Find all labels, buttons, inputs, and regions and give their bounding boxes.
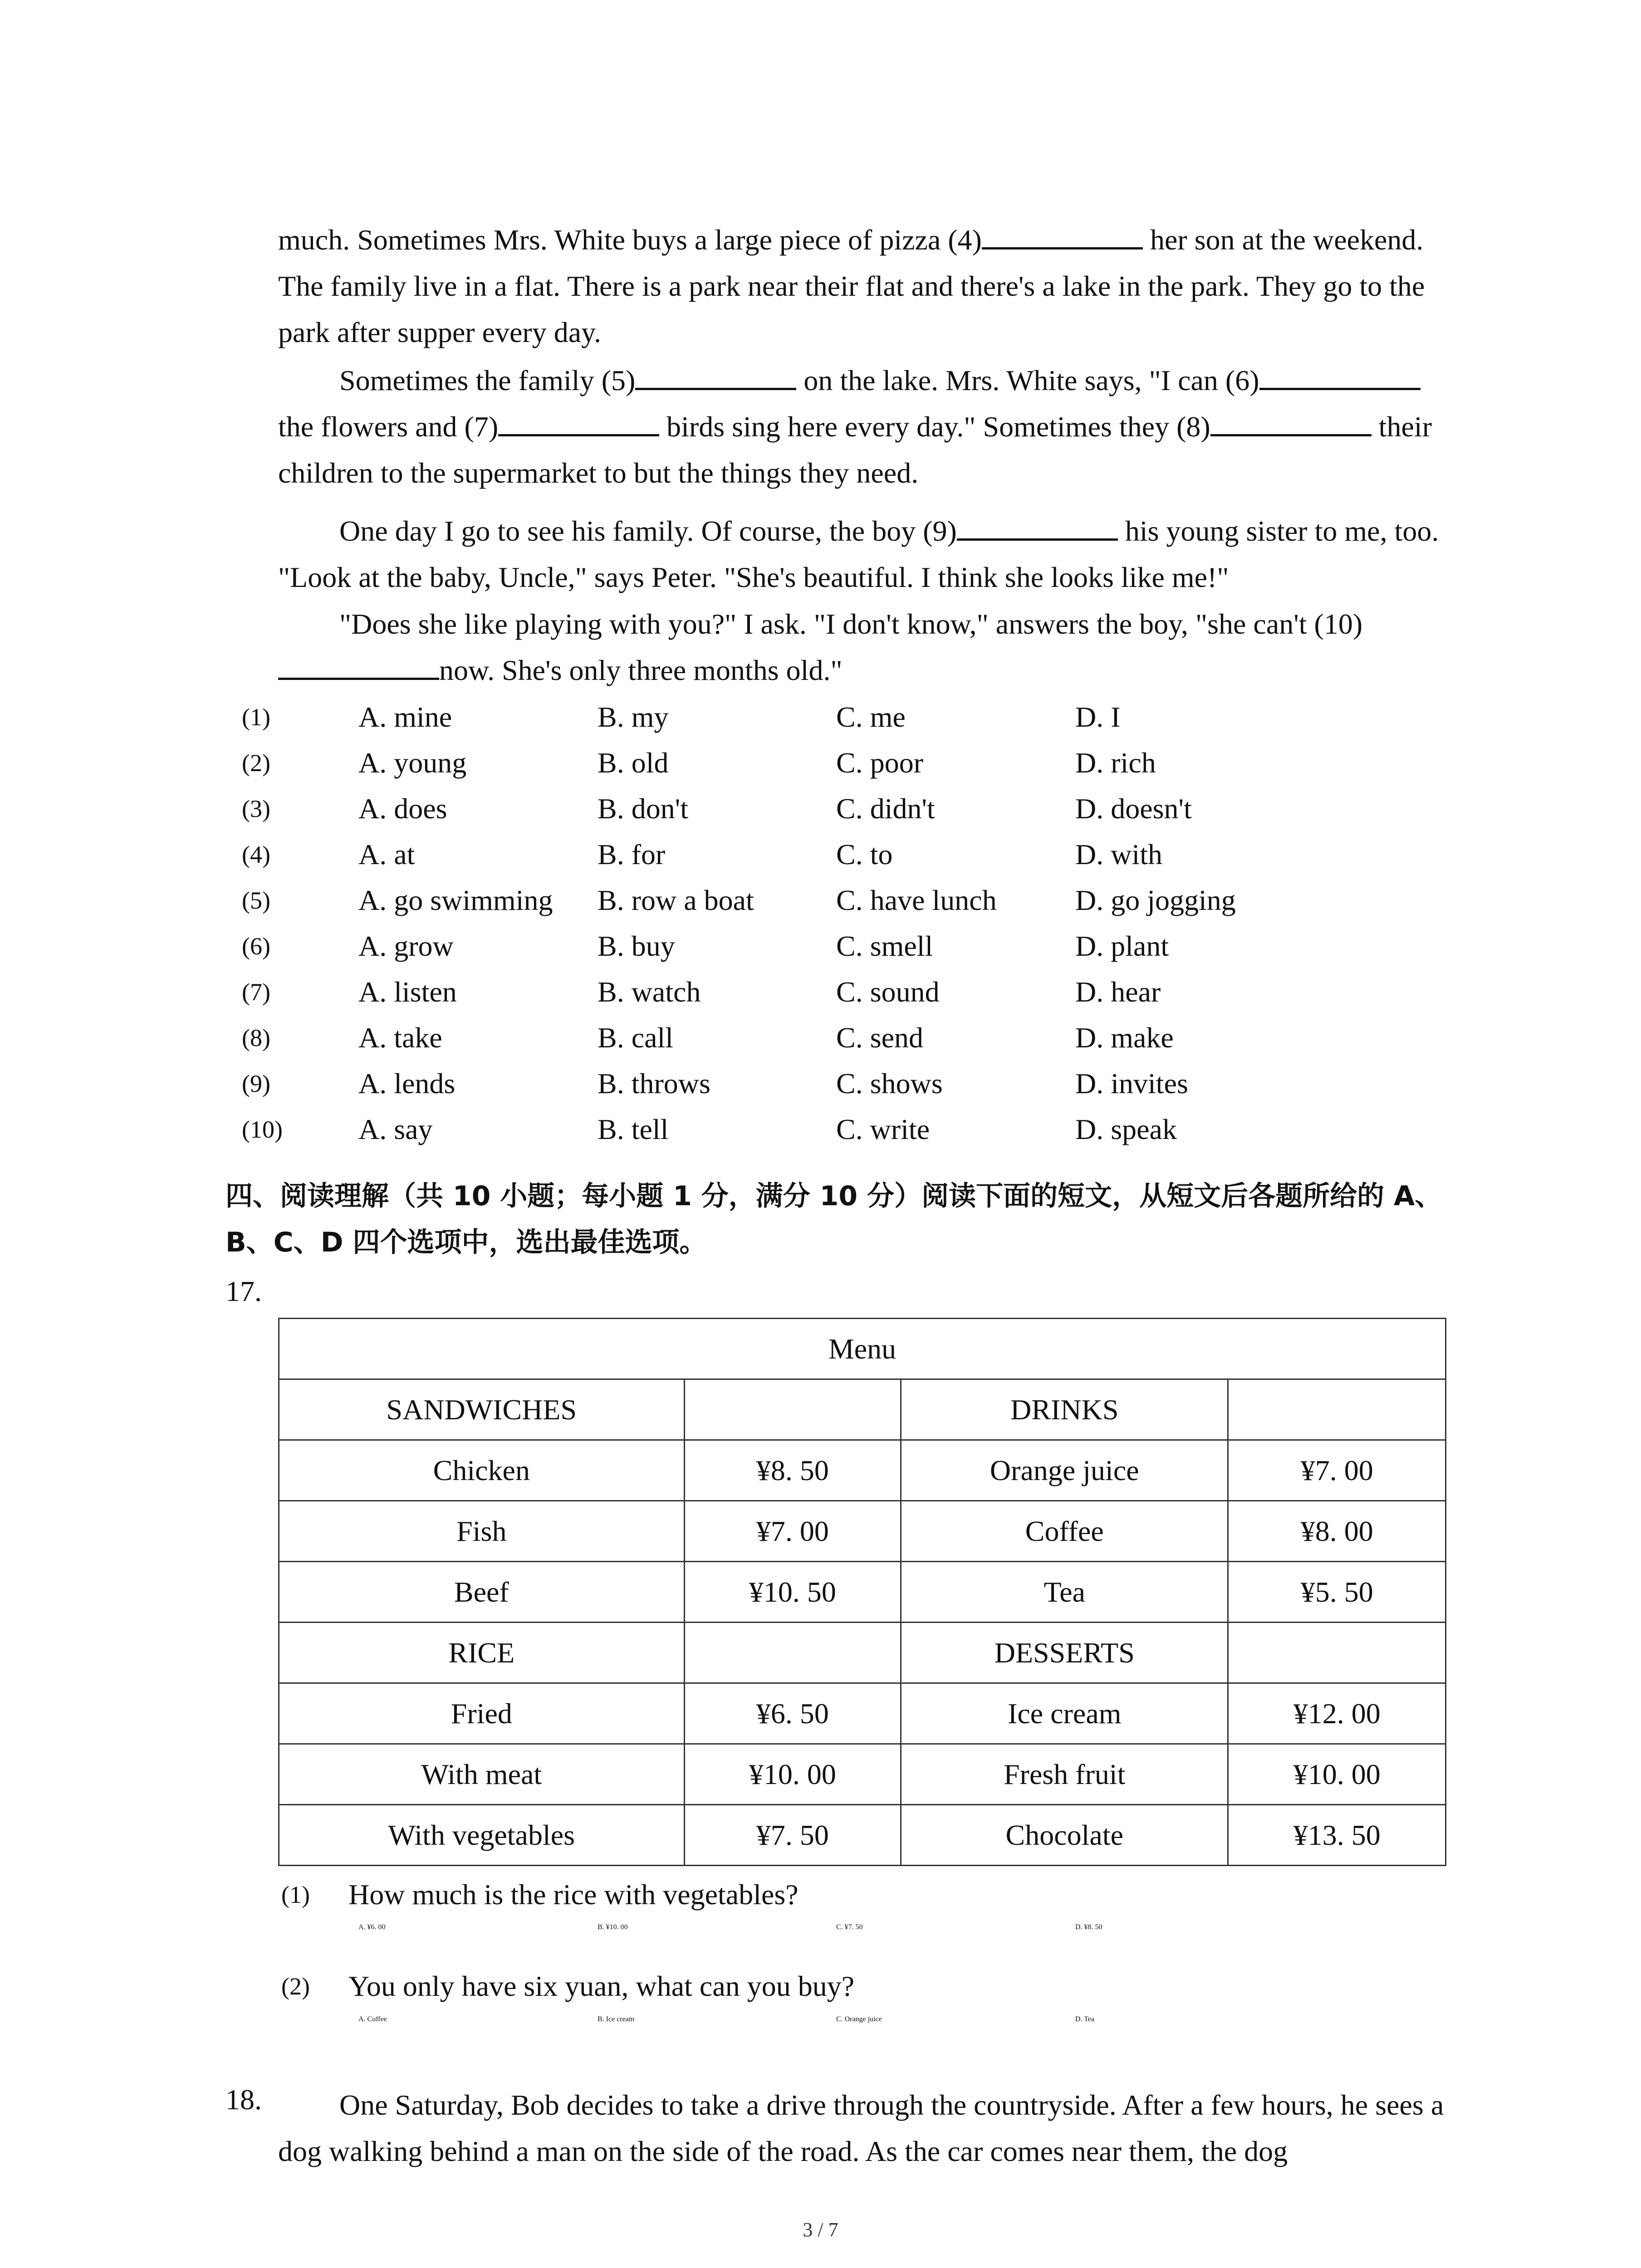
menu-cell: Fish: [279, 1501, 685, 1562]
option-a[interactable]: A. listen: [358, 976, 457, 1008]
blank-10: [278, 651, 439, 680]
menu-cell: Ice cream: [901, 1683, 1228, 1744]
menu-title: Menu: [279, 1319, 1446, 1379]
option-number: (5): [242, 887, 270, 914]
passage-paragraph-1: [278, 217, 1444, 356]
option-number: (8): [242, 1024, 270, 1051]
option-b[interactable]: B. row a boat: [598, 884, 754, 916]
menu-cell: DESSERTS: [901, 1623, 1228, 1683]
menu-cell: ¥12. 00: [1228, 1683, 1446, 1744]
option-d[interactable]: D. doesn't: [1075, 792, 1192, 825]
sub-question-text: You only have six yuan, what can you buy?: [348, 1970, 855, 2002]
option-c[interactable]: C. poor: [836, 747, 923, 779]
option-c[interactable]: C. ¥7. 50: [836, 1923, 863, 1931]
menu-cell: ¥7. 00: [1228, 1440, 1446, 1501]
option-row: [0, 884, 1641, 929]
menu-cell: Chicken: [279, 1440, 685, 1501]
option-c[interactable]: C. didn't: [836, 792, 935, 825]
option-d[interactable]: D. make: [1075, 1022, 1174, 1054]
option-a[interactable]: A. take: [358, 1022, 442, 1054]
option-c[interactable]: C. send: [836, 1022, 923, 1054]
option-row: [0, 1067, 1641, 1113]
option-c[interactable]: C. shows: [836, 1067, 943, 1100]
menu-cell: ¥7. 50: [684, 1805, 901, 1866]
option-c[interactable]: C. me: [836, 701, 906, 733]
option-d[interactable]: D. I: [1075, 701, 1121, 733]
option-d[interactable]: D. with: [1075, 838, 1162, 870]
menu-cell: SANDWICHES: [279, 1379, 685, 1440]
menu-cell: Orange juice: [901, 1440, 1228, 1501]
option-row: [0, 1113, 1641, 1158]
passage-paragraph-2: [278, 357, 1444, 496]
option-a[interactable]: A. lends: [358, 1067, 456, 1100]
passage-paragraph-3: [278, 508, 1444, 601]
option-a[interactable]: A. Coffee: [358, 2015, 387, 2023]
option-d[interactable]: D. speak: [1075, 1113, 1177, 1145]
passage-text: now. She's only three months old.": [439, 654, 843, 686]
question-18-passage: One Saturday, Bob decides to take a drive through the countryside. After a few hours, he sees a dog walking behind a man on the side of the road. As the car comes near them, the dog: [278, 2089, 1444, 2167]
option-d[interactable]: D. go jogging: [1075, 884, 1236, 916]
passage-text: birds sing here every day." Sometimes they (8): [659, 411, 1210, 443]
menu-cell: ¥5. 50: [1228, 1562, 1446, 1623]
menu-table: [278, 1318, 1446, 1866]
option-b[interactable]: B. tell: [598, 1113, 669, 1145]
option-d[interactable]: D. plant: [1075, 930, 1169, 962]
option-a[interactable]: A. young: [358, 747, 467, 779]
passage-text: their children to the supermarket to but the things they need.: [278, 411, 1432, 489]
option-b[interactable]: B. my: [598, 701, 669, 733]
passage-text: "Does she like playing with you?" I ask. "I don't know," answers the boy, "she can't (10): [339, 608, 1363, 640]
option-c[interactable]: C. sound: [836, 976, 940, 1008]
menu-cell: [684, 1623, 901, 1683]
passage-text: her son at the weekend. The family live in a flat. There is a park near their flat and there's a lake in the park. They go to the park after supper every day.: [278, 224, 1425, 348]
menu-cell: [684, 1379, 901, 1440]
sub-question-number: (1): [281, 1881, 310, 1908]
option-a[interactable]: A. ¥6. 00: [358, 1923, 386, 1931]
menu-cell: ¥8. 50: [684, 1440, 901, 1501]
option-d[interactable]: D. hear: [1075, 976, 1161, 1008]
option-row: [0, 746, 1641, 792]
menu-cell: [1228, 1623, 1446, 1683]
option-d[interactable]: D. Tea: [1075, 2015, 1095, 2023]
section-heading: 四、阅读理解（共 10 小题；每小题 1 分，满分 10 分）阅读下面的短文，从短文后各题所给的 A、B、C、D 四个选项中，选出最佳选项。: [225, 1180, 1442, 1258]
question-number-18: 18.: [225, 2083, 262, 2116]
question-number-17: 17.: [225, 1275, 262, 1307]
option-b[interactable]: B. for: [598, 838, 666, 870]
menu-cell: ¥10. 50: [684, 1562, 901, 1623]
blank-6: [1259, 362, 1421, 390]
option-c[interactable]: C. write: [836, 1113, 930, 1145]
option-number: (3): [242, 795, 270, 822]
passage-text: Sometimes the family (5): [339, 364, 636, 396]
option-c[interactable]: C. smell: [836, 930, 933, 962]
passage-text: on the lake. Mrs. White says, "I can (6): [796, 364, 1259, 396]
menu-cell: With vegetables: [279, 1805, 685, 1866]
menu-cell: Tea: [901, 1562, 1228, 1623]
menu-cell: Fried: [279, 1683, 685, 1744]
option-c[interactable]: C. Orange juice: [836, 2015, 882, 2023]
menu-cell: ¥10. 00: [1228, 1744, 1446, 1805]
menu-cell: ¥10. 00: [684, 1744, 901, 1805]
menu-cell: [1228, 1379, 1446, 1440]
option-d[interactable]: D. rich: [1075, 747, 1156, 779]
option-d[interactable]: D. ¥8. 50: [1075, 1923, 1102, 1931]
option-number: (10): [242, 1116, 283, 1143]
option-row: [0, 792, 1641, 838]
option-a[interactable]: A. grow: [358, 930, 454, 962]
menu-cell: DRINKS: [901, 1379, 1228, 1440]
option-row: [0, 975, 1641, 1021]
option-row: [0, 1021, 1641, 1067]
option-b[interactable]: B. watch: [598, 976, 701, 1008]
blank-8: [1210, 408, 1372, 436]
option-row: [0, 838, 1641, 884]
sub-question-text: How much is the rice with vegetables?: [348, 1878, 798, 1911]
option-b[interactable]: B. buy: [598, 930, 675, 962]
option-row: [0, 929, 1641, 975]
option-b[interactable]: B. throws: [598, 1067, 710, 1100]
option-a[interactable]: A. at: [358, 838, 415, 870]
passage-text: his young sister to me, too. "Look at the baby, Uncle," says Peter. "She's beautiful. I think she looks like me!": [278, 515, 1439, 593]
answer-row-2: [0, 2015, 1641, 2061]
option-row: [0, 700, 1641, 746]
menu-cell: Beef: [279, 1562, 685, 1623]
option-number: (4): [242, 841, 270, 868]
passage-paragraph-4: [278, 601, 1444, 694]
menu-cell: ¥13. 50: [1228, 1805, 1446, 1866]
option-b[interactable]: B. don't: [598, 792, 688, 825]
option-c[interactable]: C. have lunch: [836, 884, 997, 916]
option-a[interactable]: A. does: [358, 792, 447, 825]
page-number: 3 / 7: [803, 2219, 838, 2241]
menu-cell: Chocolate: [901, 1805, 1228, 1866]
menu-cell: ¥7. 00: [684, 1501, 901, 1562]
sub-question-2: [0, 1970, 1641, 2015]
option-b[interactable]: B. ¥10. 00: [598, 1923, 628, 1931]
menu-cell: ¥8. 00: [1228, 1501, 1446, 1562]
blank-7: [498, 408, 659, 436]
option-number: (6): [242, 933, 270, 960]
option-number: (9): [242, 1070, 270, 1097]
option-d[interactable]: D. invites: [1075, 1067, 1188, 1100]
passage-text: much. Sometimes Mrs. White buys a large piece of pizza (4): [278, 224, 982, 256]
option-b[interactable]: B. call: [598, 1022, 674, 1054]
option-a[interactable]: A. say: [358, 1113, 433, 1145]
option-b[interactable]: B. Ice cream: [598, 2015, 635, 2023]
answer-row-1: [0, 1923, 1641, 1969]
option-b[interactable]: B. old: [598, 747, 669, 779]
menu-cell: RICE: [279, 1623, 685, 1683]
passage-text: One day I go to see his family. Of course, the boy (9): [339, 515, 957, 547]
sub-question-1: [0, 1878, 1641, 1923]
sub-question-number: (2): [281, 1973, 310, 2000]
blank-5: [635, 362, 796, 390]
option-c[interactable]: C. to: [836, 838, 893, 870]
menu-cell: Coffee: [901, 1501, 1228, 1562]
blank-4: [982, 221, 1143, 249]
option-number: (7): [242, 978, 270, 1006]
menu-cell: With meat: [279, 1744, 685, 1805]
option-a[interactable]: A. go swimming: [358, 884, 553, 916]
option-number: (2): [242, 749, 270, 777]
option-a[interactable]: A. mine: [358, 701, 452, 733]
passage-text: the flowers and (7): [278, 411, 499, 443]
option-number: (1): [242, 704, 270, 731]
menu-cell: Fresh fruit: [901, 1744, 1228, 1805]
menu-cell: ¥6. 50: [684, 1683, 901, 1744]
blank-9: [957, 512, 1118, 541]
